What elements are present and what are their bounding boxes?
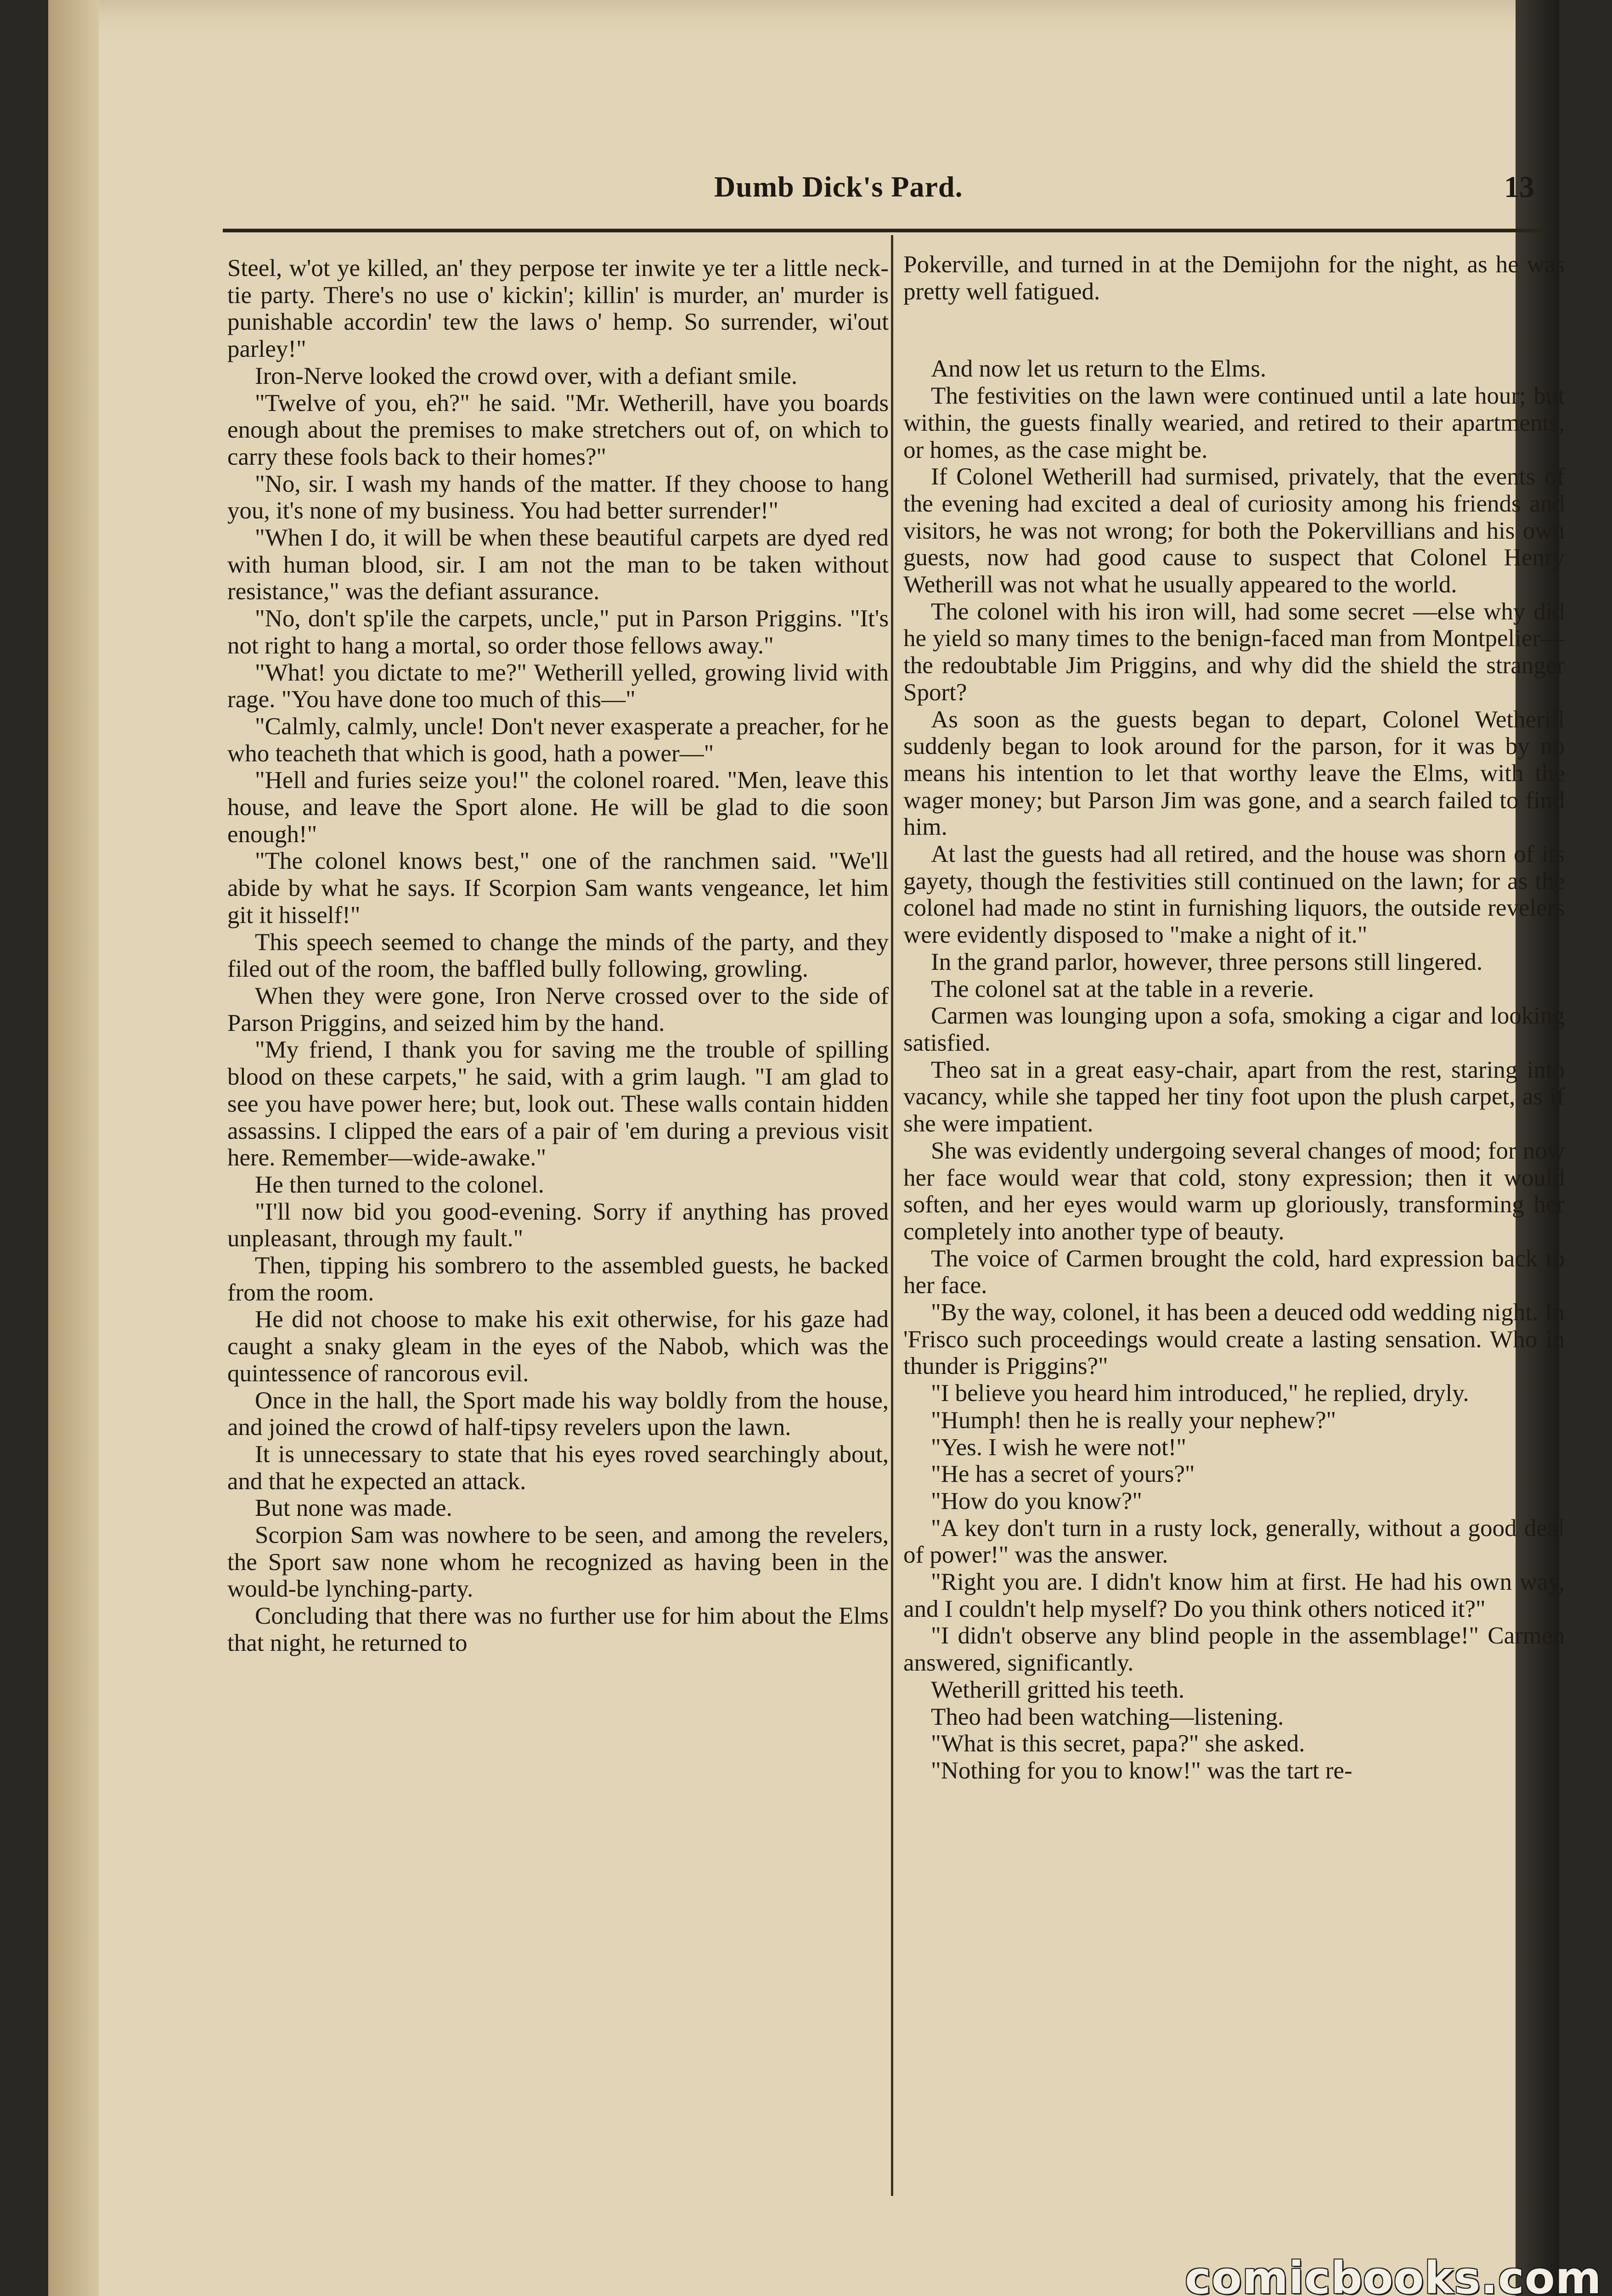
paragraph: "He has a secret of yours?" (931, 1461, 1195, 1488)
paragraph: Then, tipping his sombrero to the assembled guests, he backed from the room. (227, 1252, 889, 1306)
paragraph: "I believe you heard him introduced," he replied, dryly. (931, 1380, 1469, 1407)
site-watermark: comicbooks.com (1185, 2252, 1602, 2296)
paragraph: In the grand parlor, however, three persons still lingered. (931, 948, 1483, 975)
paragraph: "I'll now bid you good-evening. Sorry if anything has proved unpleasant, through my fault." (227, 1198, 889, 1252)
page-number: 13 (1504, 170, 1534, 204)
paragraph: "Hell and furies seize you!" the colonel roared. "Men, leave this house, and leave the Sport alone. He will be glad to die soon enough!" (227, 767, 889, 848)
column-divider (891, 235, 893, 2196)
paragraph: "No, sir. I wash my hands of the matter. If they choose to hang you, it's none of my business. You had better surrender!" (227, 470, 889, 524)
paragraph: At last the guests had all retired, and the house was shorn of its gayety, though the festivities still continued on the lawn; for as the colonel had made no stint in furnishing liquors, the outside revelers were evidently disposed to "make a night of it." (903, 841, 1565, 949)
paragraph: This speech seemed to change the minds of the party, and they filed out of the room, the baffled bully following, growling. (227, 929, 889, 983)
paragraph: It is unnecessary to state that his eyes roved searchingly about, and that he expected an attack. (227, 1441, 889, 1495)
paragraph: Scorpion Sam was nowhere to be seen, and among the revelers, the Sport saw none whom he recognized as having been in the would-be lynching-party. (227, 1522, 889, 1603)
paragraph: "What! you dictate to me?" Wetherill yelled, growing livid with rage. "You have done too much of this—" (227, 659, 889, 713)
section-break (903, 305, 1565, 355)
page-binding-edge (48, 0, 99, 2296)
paragraph: He then turned to the colonel. (255, 1171, 544, 1198)
book-page (48, 0, 1602, 2296)
paragraph: The festivities on the lawn were continued until a late hour; but within, the guests finally wearied, and retired to their apartments, or homes, as the case might be. (903, 383, 1565, 463)
paragraph: "Right you are. I didn't know him at first. He had his own way, and I couldn't help myself? Do you think others noticed it?" (903, 1569, 1565, 1622)
paragraph: "No, don't sp'ile the carpets, uncle," put in Parson Priggins. "It's not right to hang a mortal, so order those fellows away." (227, 605, 889, 659)
left-column (227, 255, 889, 1657)
paragraph: "Twelve of you, eh?" he said. "Mr. Wetherill, have you boards enough about the premises to make stretchers out of, on which to carry these fools back to their homes?" (227, 389, 889, 470)
paragraph: "A key don't turn in a rusty lock, generally, without a good deal of power!" was the answer. (903, 1514, 1565, 1569)
header-rule (223, 229, 1548, 232)
paragraph: "Nothing for you to know!" was the tart re- (931, 1757, 1353, 1784)
paragraph: "My friend, I thank you for saving me the trouble of spilling blood on these carpets," he said, with a grim laugh. "I am glad to see you have power here; but, look out. These walls contain hidden assassins. I clipped the ears of a pair of 'em during a previous visit here. Remember—wide-awake." (227, 1036, 889, 1171)
paragraph: Once in the hall, the Sport made his way boldly from the house, and joined the crowd of half-tipsy revelers upon the lawn. (227, 1387, 889, 1441)
paragraph: Pokerville, and turned in at the Demijohn for the night, as he was pretty well fatigued. (903, 251, 1565, 305)
paragraph: Steel, w'ot ye killed, an' they perpose ter inwite ye ter a little neck-tie party. There's no use o' kickin'; killin' is murder, an' murder is punishable accordin' tew the laws o' hemp. So surrender, wi'out parley!" (227, 255, 889, 363)
paragraph: "I didn't observe any blind people in the assemblage!" Carmen answered, significantly. (903, 1622, 1565, 1677)
paragraph: But none was made. (255, 1495, 452, 1522)
paragraph: "Yes. I wish he were not!" (931, 1434, 1187, 1461)
paragraph: "When I do, it will be when these beautiful carpets are dyed red with human blood, sir. I am not the man to be taken without resistance," was the defiant assurance. (227, 524, 889, 605)
right-column (903, 251, 1565, 1784)
paragraph: And now let us return to the Elms. (931, 355, 1267, 383)
paragraph: The colonel with his iron will, had some secret —else why did he yield so many times to the benign-faced man from Montpelier—the redoubtable Jim Priggins, and why did the shield the stranger Sport? (903, 598, 1565, 706)
paragraph: Wetherill gritted his teeth. (931, 1676, 1185, 1703)
paragraph: "The colonel knows best," one of the ranchmen said. "We'll abide by what he says. If Scorpion Sam wants vengeance, let him git it hisself!" (227, 848, 889, 929)
paragraph: The voice of Carmen brought the cold, hard expression back to her face. (903, 1245, 1565, 1299)
paragraph: Theo had been watching—listening. (931, 1703, 1284, 1730)
paragraph: She was evidently undergoing several changes of mood; for now her face would wear that cold, stony expression; then it would soften, and her eyes would warm up gloriously, transforming her completely into another type of beauty. (903, 1137, 1565, 1245)
paragraph: "How do you know?" (931, 1487, 1142, 1514)
paragraph: "What is this secret, papa?" she asked. (931, 1730, 1305, 1757)
paragraph: If Colonel Wetherill had surmised, privately, that the events of the evening had excited a deal of curiosity among his friends and visitors, he was not wrong; for both the Pokervillians and his own guests, now had good cause to suspect that Colonel Henry Wetherill was not what he usually appeared to the world. (903, 463, 1565, 598)
paragraph: The colonel sat at the table in a reverie. (931, 975, 1314, 1002)
paragraph: Concluding that there was no further use for him about the Elms that night, he returned to (227, 1603, 889, 1656)
running-head: Dumb Dick's Pard. (714, 170, 963, 203)
paragraph: When they were gone, Iron Nerve crossed over to the side of Parson Priggins, and seized him by the hand. (227, 982, 889, 1036)
paragraph: Carmen was lounging upon a sofa, smoking a cigar and looking satisfied. (903, 1002, 1565, 1056)
paragraph: Theo sat in a great easy-chair, apart from the rest, staring into vacancy, while she tapped her tiny foot upon the plush carpet, as if she were impatient. (903, 1056, 1565, 1137)
paragraph: "Humph! then he is really your nephew?" (931, 1407, 1336, 1434)
paragraph: He did not choose to make his exit otherwise, for his gaze had caught a snaky gleam in the eyes of the Nabob, which was the quintessence of rancorous evil. (227, 1306, 889, 1387)
paragraph: As soon as the guests began to depart, Colonel Wetherill suddenly began to look around for the parson, for it was by no means his intention to let that worthy leave the Elms, with the wager money; but Parson Jim was gone, and a search failed to find him. (903, 706, 1565, 841)
paragraph: Iron-Nerve looked the crowd over, with a defiant smile. (255, 362, 798, 389)
paragraph: "By the way, colonel, it has been a deuced odd wedding night. In 'Frisco such proceedings would create a lasting sensation. Who in thunder is Priggins?" (903, 1299, 1565, 1380)
paragraph: "Calmly, calmly, uncle! Don't never exasperate a preacher, for he who teacheth that which is good, hath a power—" (227, 713, 889, 767)
